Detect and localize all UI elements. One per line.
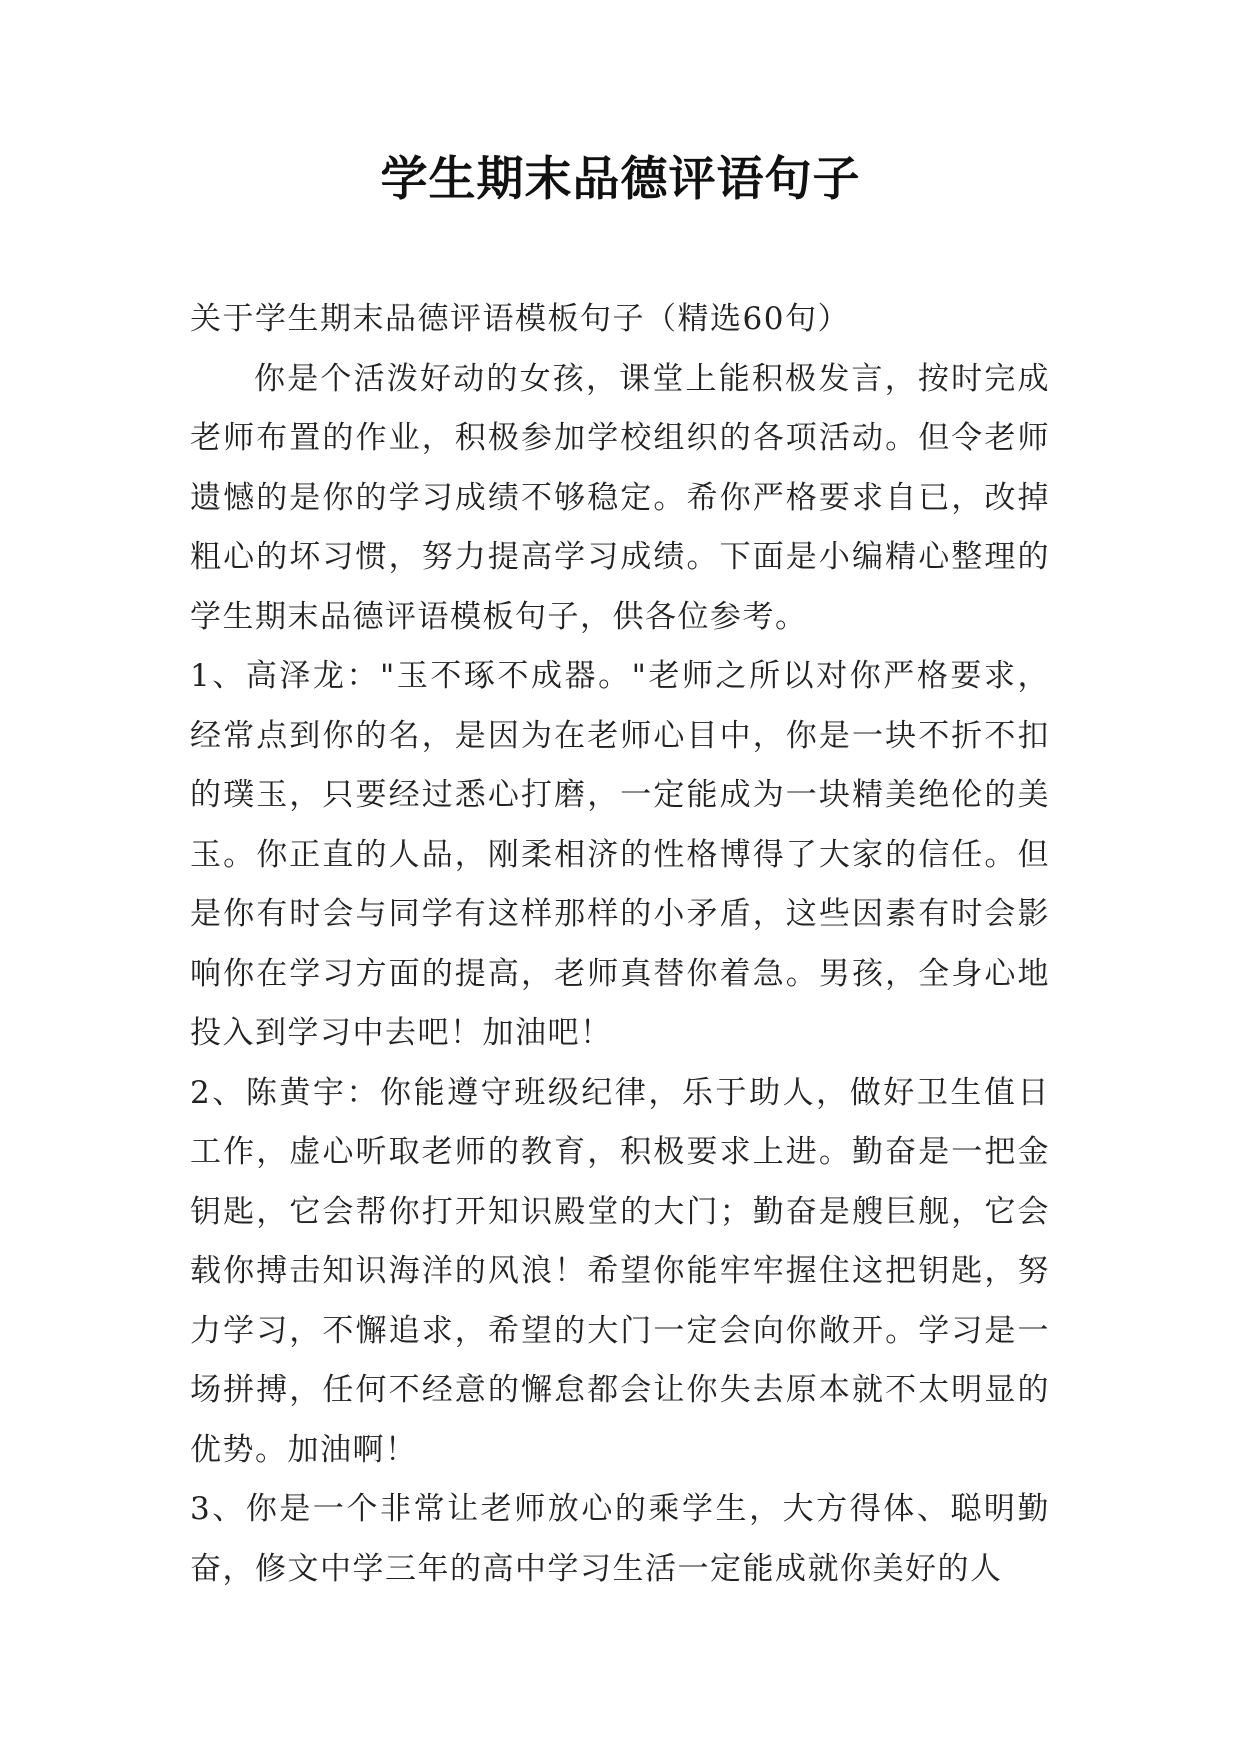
document-title: 学生期末品德评语句子 (380, 152, 861, 207)
intro-paragraph: 你是个活泼好动的女孩，课堂上能积极发言，按时完成老师布置的作业，积极参加学校组织的各项活动。但令老师遗憾的是你的学习成绩不够稳定。希你严格要求自已，改掉粗心的坏习惯，努力提高学习成绩。下面是小编精心整理的学生期末品德评语模板句子，供各位参考。 (190, 360, 1050, 635)
comment-item-1: 1、高泽龙："玉不琢不成器。"老师之所以对你严格要求，经常点到你的名，是因为在老师心目中，你是一块不折不扣的璞玉，只要经过悉心打磨，一定能成为一块精美绝伦的美玉。你正直的人品，刚柔相济的性格博得了大家的信任。但是你有时会与同学有这样那样的小矛盾，这些因素有时会影响你在学习方面的提高，老师真替你着急。男孩，全身心地投入到学习中去吧！加油吧！ (190, 658, 1050, 1051)
document-body (190, 290, 1050, 1599)
document-subtitle: 关于学生期末品德评语模板句子（精选60句） (190, 301, 850, 337)
comment-item-3: 3、你是一个非常让老师放心的乘学生，大方得体、聪明勤奋，修文中学三年的高中学习生活一定能成就你美好的人 (190, 1491, 1050, 1587)
comment-item-2: 2、陈黄宇：你能遵守班级纪律，乐于助人，做好卫生值日工作，虚心听取老师的教育，积极要求上进。勤奋是一把金钥匙，它会帮你打开知识殿堂的大门；勤奋是艘巨舰，它会载你搏击知识海洋的风浪！希望你能牢牢握住这把钥匙，努力学习，不懈追求，希望的大门一定会向你敞开。学习是一场拼搏，任何不经意的懈怠都会让你失去原本就不太明显的优势。加油啊！ (190, 1074, 1050, 1468)
